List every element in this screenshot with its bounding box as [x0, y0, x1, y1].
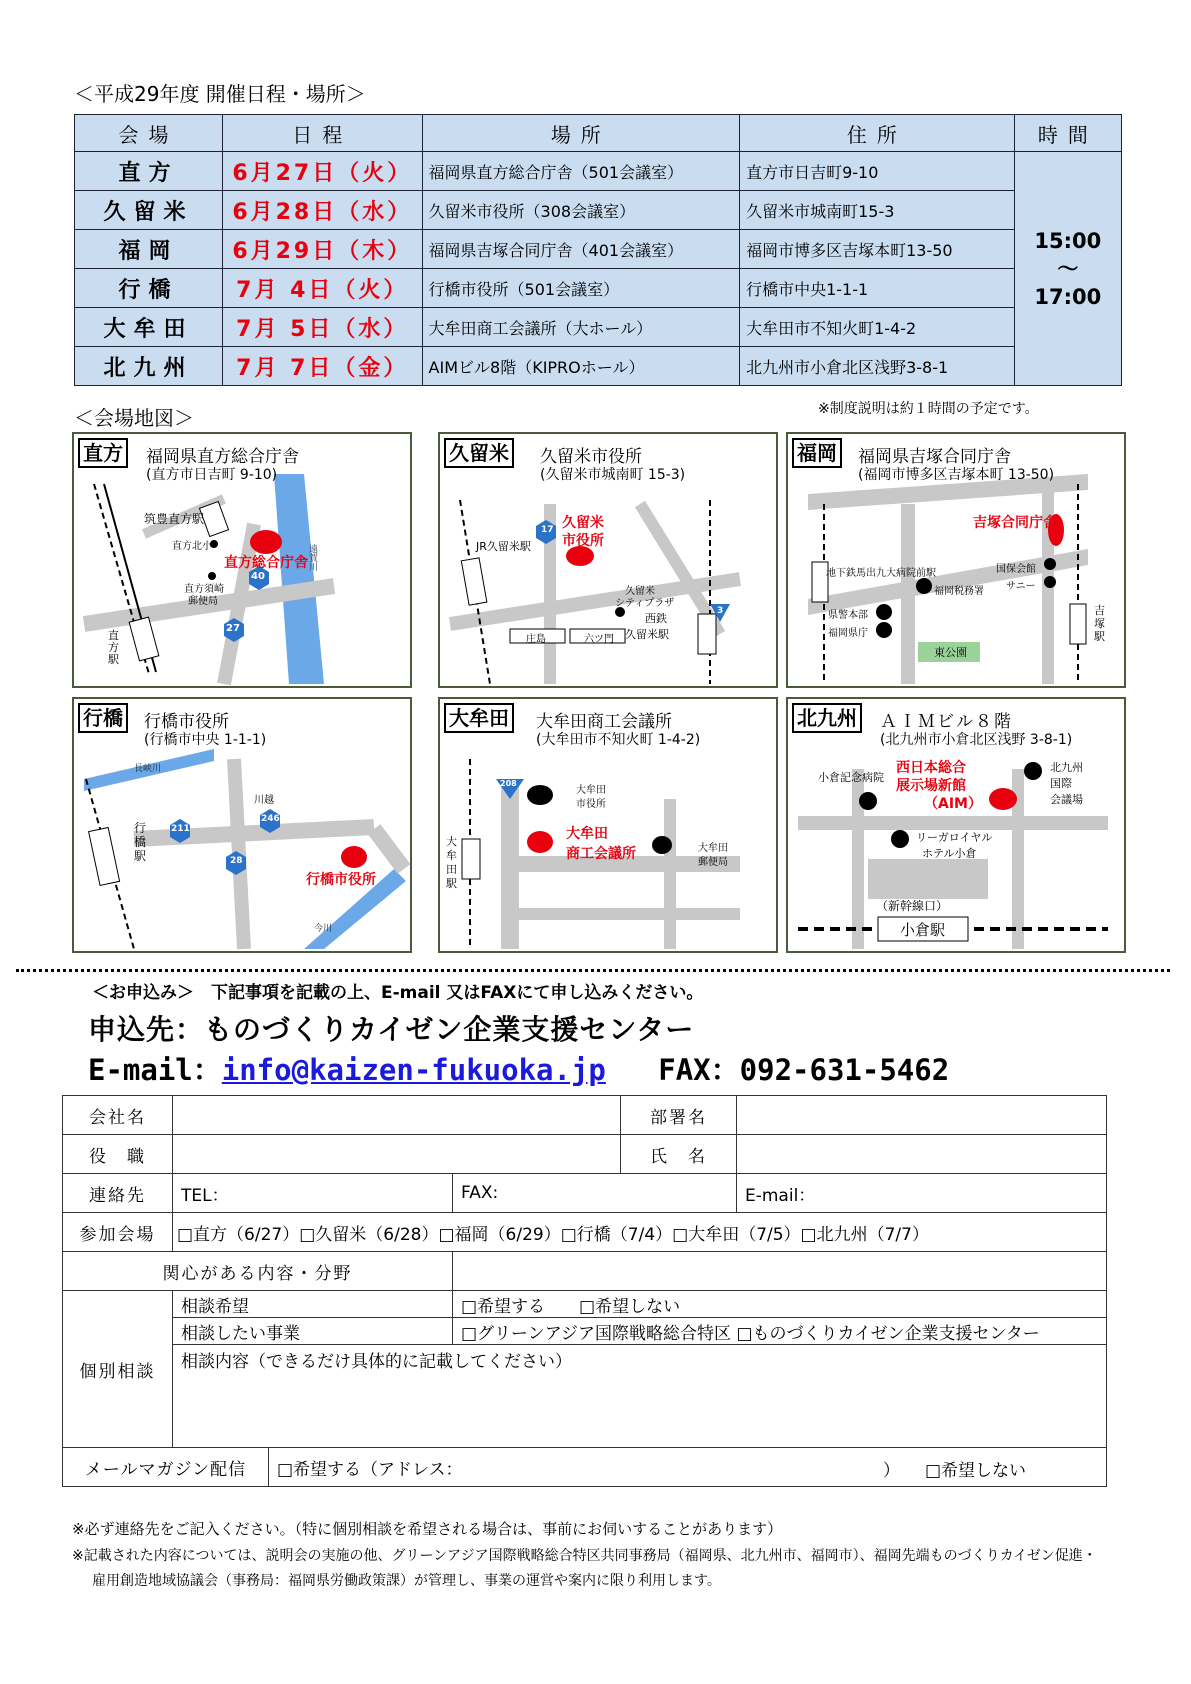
station-building: [129, 617, 159, 661]
consult-project-checkboxes[interactable]: □グリーンアジア国際戦略総合特区 □ものづくりカイゼン企業支援センター: [453, 1318, 1107, 1345]
consult-project-label: 相談したい事業: [173, 1318, 453, 1345]
email-label: E-mail：: [88, 1053, 222, 1087]
contact-label: 連絡先: [63, 1174, 173, 1213]
route-label: 28: [230, 856, 243, 866]
target-label: 久留米: [562, 515, 604, 531]
date-cell: 7月 5日（水）: [223, 308, 423, 347]
form-row-consult-content: [63, 1345, 1107, 1448]
route-label: 17: [541, 525, 554, 535]
map-venue-address: (北九州市小倉北区浅野 3-8-1): [880, 732, 1073, 748]
venue-cell: 直方: [75, 152, 223, 191]
target-marker: [341, 846, 367, 868]
station-label: 筑豊直方駅: [144, 512, 205, 526]
name-label: 氏 名: [621, 1135, 737, 1174]
schedule-title: ＜平成29年度 開催日程・場所＞: [74, 82, 366, 106]
address-cell: 直方市日吉町9-10: [740, 152, 1015, 191]
map-venue-name: 行橋市役所: [144, 712, 229, 732]
post-label-2: 郵便局: [698, 857, 728, 868]
company-label: 会社名: [63, 1096, 173, 1135]
route-label: 40: [251, 571, 265, 582]
route-label: 211: [171, 824, 190, 834]
hospital-label: 小倉記念病院: [818, 771, 884, 784]
station-label: 行橋駅: [134, 821, 147, 863]
park-label: 東公園: [934, 646, 967, 659]
nishitetsu-label-2: 久留米駅: [625, 628, 669, 641]
plaza-label: 久留米: [625, 586, 655, 597]
address-cell: 行橋市中央1-1-1: [740, 269, 1015, 308]
station-building: [461, 558, 487, 605]
nishitetsu-label: 西鉄: [645, 612, 667, 625]
marker: [876, 604, 892, 620]
map-label: 北九州: [792, 703, 862, 733]
tax-label: 福岡税務署: [934, 586, 984, 597]
hotel-label-2: ホテル小倉: [922, 847, 977, 860]
place-cell: 福岡県吉塚合同庁舎（401会議室）: [422, 230, 740, 269]
address-cell: 久留米市城南町15-3: [740, 191, 1015, 230]
form-row-venue: [63, 1213, 1107, 1252]
shoshima-label: 庄島: [526, 634, 546, 645]
form-row-consult-project: [63, 1318, 1107, 1345]
map-omuta: [438, 697, 778, 953]
route-label: 3: [717, 606, 724, 616]
table-row: [75, 269, 1122, 308]
place-cell: 大牟田商工会議所（大ホール）: [422, 308, 740, 347]
table-row: [75, 230, 1122, 269]
form-row-mail: [63, 1448, 1107, 1487]
map-label: 行橋: [78, 703, 128, 733]
river-label: 長峡川: [134, 764, 162, 774]
station-label: 吉塚駅: [1094, 604, 1105, 643]
email-link[interactable]: info@kaizen-fukuoka.jp: [221, 1053, 606, 1087]
header-date: 日程: [223, 115, 423, 152]
venue-checkboxes[interactable]: □直方（6/27）□久留米（6/28）□福岡（6/29）□行橋（7/4）□大牟田（7/5）□北九州（7/7）: [173, 1213, 1107, 1252]
name-input[interactable]: [737, 1135, 1107, 1174]
address-cell: 福岡市博多区吉塚本町13-50: [740, 230, 1015, 269]
target-label: 直方総合庁舎: [224, 555, 308, 571]
station-plaza: [868, 859, 988, 899]
date-cell: 6月29日（木）: [223, 230, 423, 269]
school-label: 直方北小: [172, 541, 212, 552]
post-label-2: 郵便局: [188, 596, 218, 607]
station-building: [698, 614, 716, 654]
place-cell: 久留米市役所（308会議室）: [422, 191, 740, 230]
time-start: 15:00: [1034, 228, 1102, 253]
table-row: [75, 347, 1122, 386]
time-separator: ～: [1057, 256, 1079, 281]
consult-label: 個別相談: [63, 1291, 173, 1448]
interest-label: 関心がある内容・分野: [63, 1252, 453, 1291]
date-cell: 7月 4日（火）: [223, 269, 423, 308]
marker: [527, 785, 553, 805]
table-row: [75, 191, 1122, 230]
map-venue-name: 大牟田商工会議所: [536, 712, 672, 732]
venue-cell: 大牟田: [75, 308, 223, 347]
schedule-header-row: [75, 115, 1122, 152]
position-input[interactable]: [173, 1135, 621, 1174]
mail-label: メールマガジン配信: [63, 1448, 269, 1487]
kokusai-label-2: 国際: [1050, 777, 1072, 790]
date-cell: 6月28日（水）: [223, 191, 423, 230]
venue-cell: 久留米: [75, 191, 223, 230]
fax-input[interactable]: FAX:: [453, 1174, 737, 1213]
maps-title: ＜会場地図＞: [74, 406, 194, 430]
map-label: 久留米: [444, 438, 514, 468]
station-building: [89, 828, 120, 886]
target-label: 西日本総合: [896, 760, 966, 776]
application-heading: ＜お申込み＞ 下記事項を記載の上、E-mail 又はFAXにて申し込みください。: [92, 983, 704, 1003]
date-cell: 6月27日（火）: [223, 152, 423, 191]
cut-line: [16, 969, 1170, 972]
address-cell: 大牟田市不知火町1-4-2: [740, 308, 1015, 347]
map-kurume: [438, 432, 778, 688]
target-label-2: 市役所: [562, 533, 604, 549]
company-input[interactable]: [173, 1096, 621, 1135]
station-label: 大牟田駅: [446, 835, 457, 890]
header-address: 住所: [740, 115, 1015, 152]
river: [274, 474, 324, 684]
mail-options[interactable]: [269, 1448, 1107, 1487]
target-label: 大牟田: [566, 826, 608, 842]
map-venue-address: (行橋市中央 1-1-1): [144, 732, 267, 748]
email-input[interactable]: E-mail：: [737, 1174, 1107, 1213]
table-row: [75, 152, 1122, 191]
place-cell: 福岡県直方総合庁舎（501会議室）: [422, 152, 740, 191]
time-cell: [1014, 152, 1121, 386]
map-venue-address: (大牟田市不知火町 1-4-2): [536, 732, 701, 748]
map-kitakyushu: [786, 697, 1126, 953]
post-label: 大牟田: [698, 843, 728, 854]
header-place: 場所: [422, 115, 740, 152]
venue-cell: 行橋: [75, 269, 223, 308]
header-time: 時間: [1014, 115, 1121, 152]
kokusai-label-3: 会議場: [1050, 793, 1083, 806]
venue-cell: 北九州: [75, 347, 223, 386]
marker: [1044, 558, 1056, 570]
target-marker: [527, 831, 553, 853]
address-cell: 北九州市小倉北区浅野3-8-1: [740, 347, 1015, 386]
map-venue-address: (直方市日吉町 9-10): [146, 467, 278, 483]
map-venue-name: 久留米市役所: [540, 447, 642, 467]
kokusai-label: 国保会館: [996, 564, 1036, 575]
form-row-contact: [63, 1174, 1107, 1213]
marker: [208, 572, 216, 580]
application-form: [62, 1095, 1107, 1487]
interest-input[interactable]: [453, 1252, 1107, 1291]
target-label-2: 展示場新館: [896, 778, 966, 794]
station-label: JR久留米駅: [476, 540, 531, 553]
road: [374, 829, 404, 869]
target-marker: [250, 530, 282, 554]
river-label: 遠賀川: [307, 544, 317, 571]
station2-label: 直方駅: [108, 629, 119, 666]
station-building: [1070, 604, 1086, 644]
consult-content-input[interactable]: [173, 1345, 1107, 1448]
footer-note-1: ※必ず連絡先をご記入ください。（特に個別相談を希望される場合は、事前にお伺いすることがあります）: [72, 1520, 783, 1538]
place-cell: 行橋市役所（501会議室）: [422, 269, 740, 308]
map-label: 大牟田: [444, 703, 514, 733]
position-label: 役 職: [63, 1135, 173, 1174]
date-cell: 7月 7日（金）: [223, 347, 423, 386]
map-venue-address: (福岡市博多区吉塚本町 13-50): [858, 467, 1055, 483]
route-label: 27: [226, 623, 240, 634]
mail-paren: ）: [883, 1461, 900, 1481]
sunny-label: サニー: [1006, 581, 1036, 592]
marker: [652, 836, 672, 854]
kokusai-label: 北九州: [1050, 761, 1083, 774]
department-label: 部署名: [621, 1096, 737, 1135]
marker: [1044, 576, 1056, 588]
footer-note-2: ※記載された内容については、説明会の実施の他、グリーンアジア国際戦略総合特区共同事務局（福岡県、北九州市、福岡市）、福岡先端ものづくりカイゼン促進・: [72, 1548, 1097, 1564]
map-yukuhashi: [72, 697, 412, 953]
header-venue: 会場: [75, 115, 223, 152]
shinkansen-label: （新幹線口）: [876, 899, 949, 913]
police-label: 県警本部: [828, 610, 868, 621]
map-venue-name: 福岡県吉塚合同庁舎: [858, 447, 1011, 467]
fax-number: FAX：092-631-5462: [658, 1053, 950, 1087]
venue-cell: 福岡: [75, 230, 223, 269]
station-label: 小倉駅: [900, 921, 946, 939]
river-label: 今川: [314, 924, 333, 934]
map-venue-address: (久留米市城南町 15-3): [540, 467, 686, 483]
route-label: 208: [500, 779, 517, 788]
form-row-company: [63, 1096, 1107, 1135]
map-label: 福岡: [792, 438, 842, 468]
contact-line: [88, 1048, 949, 1089]
pref-label: 福岡県庁: [828, 628, 868, 639]
station-building: [462, 839, 480, 879]
time-end: 17:00: [1034, 284, 1102, 309]
map-venue-name: ＡＩＭビル８階: [880, 712, 1013, 732]
marker: [891, 830, 909, 848]
application-recipient: 申込先：ものづくりカイゼン企業支援センター: [88, 1013, 695, 1046]
marker: [1024, 762, 1042, 780]
form-row-consult-wish: [63, 1291, 1107, 1318]
department-input[interactable]: [737, 1096, 1107, 1135]
cityhall-label-2: 市役所: [576, 799, 606, 810]
place-cell: AIMビル8階（KIPROホール）: [422, 347, 740, 386]
marker: [916, 578, 932, 594]
consult-content-label: 相談内容（できるだけ具体的に記載してください）: [181, 1352, 572, 1372]
plaza-label-2: シティプラザ: [615, 598, 675, 609]
duration-note: ※制度説明は約１時間の予定です。: [818, 401, 1039, 417]
route-label: 246: [261, 814, 280, 824]
form-row-interest: [63, 1252, 1107, 1291]
mutsumon-label: 六ツ門: [584, 634, 614, 645]
subway-label: 地下鉄馬出九大病院前駅: [826, 568, 936, 579]
target-label-3: （AIM）: [924, 796, 982, 812]
mail-nowish-checkbox[interactable]: □希望しない: [925, 1461, 1027, 1481]
map-venue-name: 福岡県直方総合庁舎: [146, 447, 299, 467]
consult-wish-checkboxes[interactable]: □希望する □希望しない: [453, 1291, 1107, 1318]
cityhall-label: 大牟田: [576, 785, 606, 796]
target-label: 吉塚合同庁舎: [973, 515, 1057, 531]
tel-input[interactable]: TEL：: [173, 1174, 453, 1213]
mail-wish-checkbox[interactable]: □希望する（アドレス：: [277, 1459, 463, 1480]
marker: [876, 622, 892, 638]
map-nogata: [72, 432, 412, 688]
crossing-label: 川越: [254, 795, 274, 806]
consult-wish-label: 相談希望: [173, 1291, 453, 1318]
form-row-position: [63, 1135, 1107, 1174]
hotel-label: リーガロイヤル: [916, 831, 993, 844]
schedule-table: [74, 114, 1122, 386]
marker: [859, 792, 877, 810]
table-row: [75, 308, 1122, 347]
target-marker: [989, 788, 1017, 810]
target-label: 行橋市役所: [306, 872, 376, 888]
venue-label: 参加会場: [63, 1213, 173, 1252]
map-fukuoka: [786, 432, 1126, 688]
target-label-2: 商工会議所: [566, 846, 636, 862]
footer-note-3: 雇用創造地域協議会（事務局：福岡県労働政策課）が管理し、事業の運営や案内に限り利用します。: [92, 1573, 721, 1589]
map-label: 直方: [78, 438, 128, 468]
post-label: 直方須崎: [184, 584, 224, 595]
